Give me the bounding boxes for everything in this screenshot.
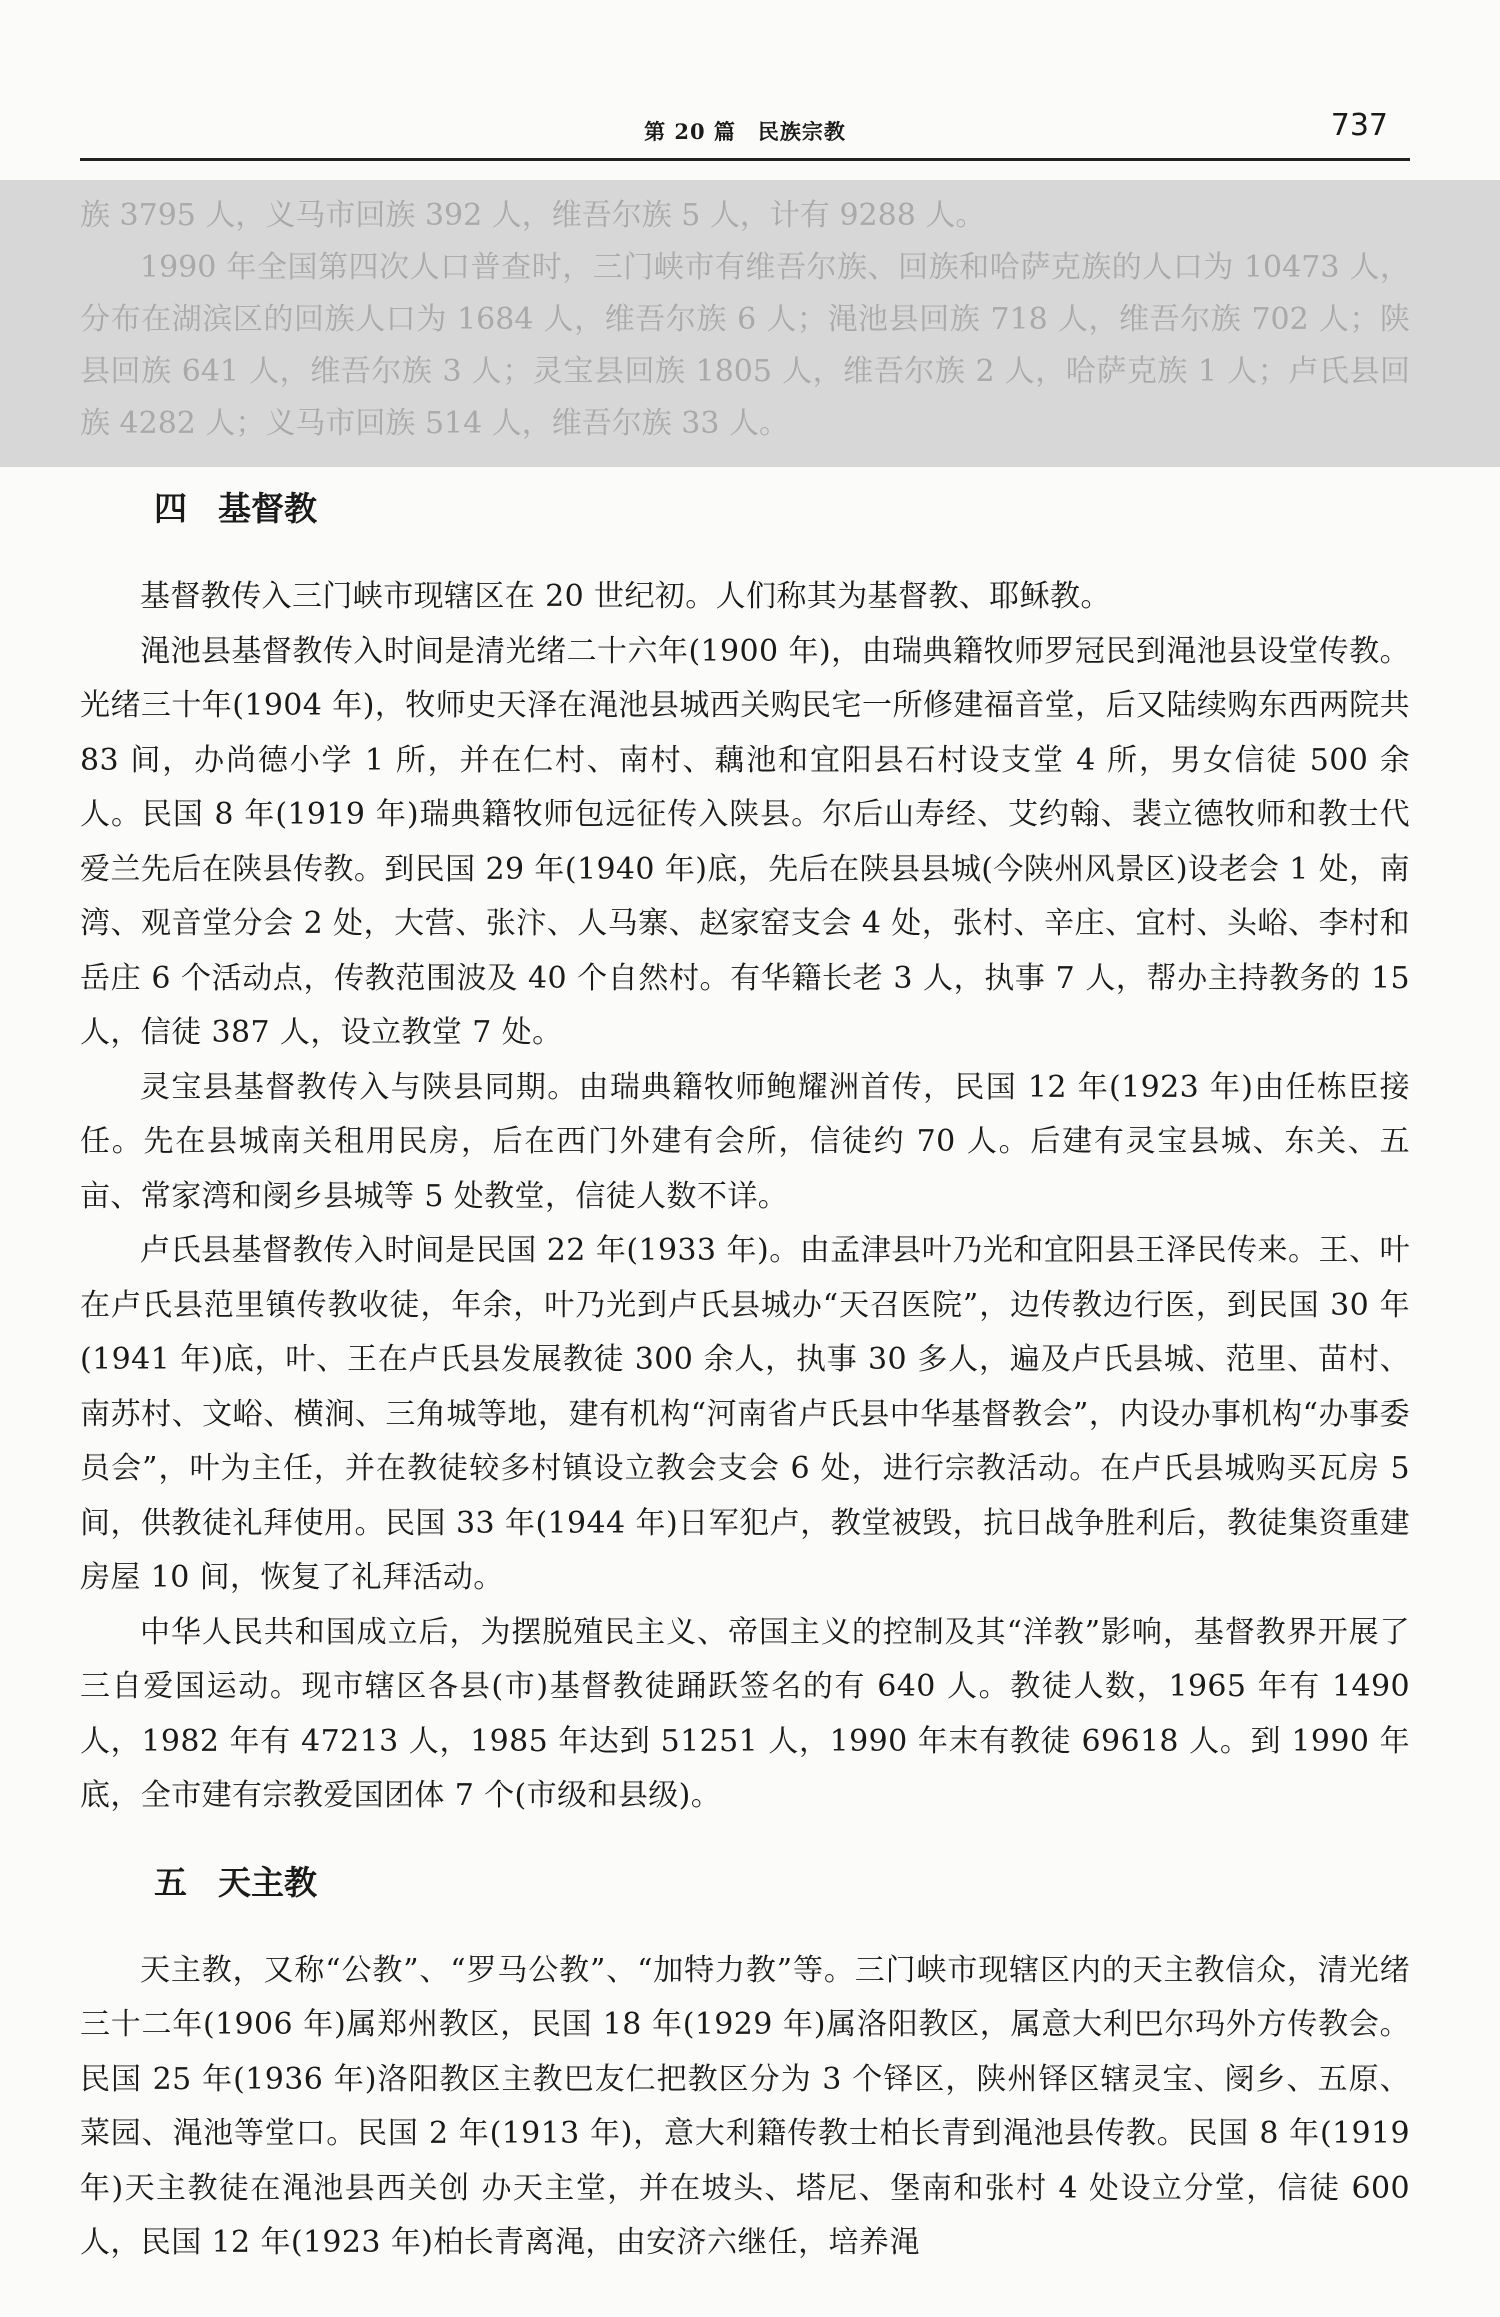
paragraph: 灵宝县基督教传入与陕县同期。由瑞典籍牧师鲍耀洲首传，民国 12 年(1923 年)由任栋臣接任。先在县城南关租用民房，后在西门外建有会所，信徒约 70 人。后建有灵宝县城、东关、五亩、常家湾和阌乡县城等 5 处教堂，信徒人数不详。 [80,1069,1410,1214]
paragraph: 中华人民共和国成立后，为摆脱殖民主义、帝国主义的控制及其“洋教”影响，基督教界开展了三自爱国运动。现市辖区各县(市)基督教徒踊跃签名的有 640 人。教徒人数，1965 年有 1490 人，1982 年有 47213 人，1985 年达到 51251 人，1990 年末有教徒 69618 人。到 1990 年底，全市建有宗教爱国团体 7 个(市级和县级)。 [80,1614,1410,1813]
page-header [80,108,1410,161]
running-title: 第 20 篇 民族宗教 [644,119,846,144]
section-number: 五 [154,1862,187,1902]
paragraph: 卢氏县基督教传入时间是民国 22 年(1933 年)。由孟津县叶乃光和宜阳县王泽民传来。王、叶在卢氏县范里镇传教收徒，年余，叶乃光到卢氏县城办“天召医院”，边传教边行医，到民国 30 年(1941 年)底，叶、王在卢氏县发展教徒 300 余人，执事 30 多人，遍及卢氏县城、范里、苗村、南苏村、文峪、横涧、三角城等地，建有机构“河南省卢氏县中华基督教会”，内设办事机构“办事委员会”，叶为主任，并在教徒较多村镇设立教会支会 6 处，进行宗教活动。在卢氏县城购买瓦房 5 间，供教徒礼拜使用。民国 33 年(1944 年)日军犯卢，教堂被毁，抗日战争胜利后，教徒集资重建房屋 10 间，恢复了礼拜活动。 [80,1233,1410,1595]
section-title: 天主教 [218,1862,317,1902]
faded-text-block [80,190,1410,450]
paragraph: 基督教传入三门峡市现辖区在 20 世纪初。人们称其为基督教、耶稣教。 [140,579,1111,614]
section-heading-catholicism [80,1852,1410,1914]
paragraph: 天主教，又称“公教”、“罗马公教”、“加特力教”等。三门峡市现辖区内的天主教信众，清光绪三十二年(1906 年)属郑州教区，民国 18 年(1929 年)属洛阳教区，属意大利巴尔玛外方传教会。民国 25 年(1936 年)洛阳教区主教巴友仁把教区分为 3 个铎区，陕州铎区辖灵宝、阌乡、五原、菜园、渑池等堂口。民国 2 年(1913 年)，意大利籍传教士柏长青到渑池县传教。民国 8 年(1919 年)天主教徒在渑池县西关创 办天主堂，并在坡头、塔尼、堡南和张村 4 处设立分堂，信徒 600 人，民国 12 年(1923 年)柏长青离渑，由安济六继任，培养渑 [80,1952,1410,2260]
faded-paragraph: 1990 年全国第四次人口普查时，三门峡市有维吾尔族、回族和哈萨克族的人口为 10473 人，分布在湖滨区的回族人口为 1684 人，维吾尔族 6 人；渑池县回族 718 人，维吾尔族 702 人；陕县回族 641 人，维吾尔族 3 人；灵宝县回族 1805 人，维吾尔族 2 人，哈萨克族 1 人；卢氏县回族 4282 人；义马市回族 514 人，维吾尔族 33 人。 [80,250,1410,441]
section-heading-christianity [80,478,1410,540]
paragraph: 渑池县基督教传入时间是清光绪二十六年(1900 年)，由瑞典籍牧师罗冠民到渑池县设堂传教。光绪三十年(1904 年)，牧师史天泽在渑池县城西关购民宅一所修建福音堂，后又陆续购东西两院共 83 间，办尚德小学 1 所，并在仁村、南村、藕池和宜阳县石村设支堂 4 所，男女信徒 500 余人。民国 8 年(1919 年)瑞典籍牧师包远征传入陕县。尔后山寿经、艾约翰、裴立德牧师和教士代爱兰先后在陕县传教。到民国 29 年(1940 年)底，先后在陕县县城(今陕州风景区)设老会 1 处，南湾、观音堂分会 2 处，大营、张汴、人马寨、赵家窑支会 4 处，张村、辛庄、宜村、头峪、李村和岳庄 6 个活动点，传教范围波及 40 个自然村。有华籍长老 3 人，执事 7 人，帮办主持教务的 15 人，信徒 387 人，设立教堂 7 处。 [80,633,1410,1050]
section-number: 四 [154,489,187,528]
page-number: 737 [1330,108,1388,143]
faded-line: 族 3795 人，义马市回族 392 人，维吾尔族 5 人，计有 9288 人。 [80,198,986,233]
main-content [80,478,1410,2271]
section-title: 基督教 [218,489,317,528]
